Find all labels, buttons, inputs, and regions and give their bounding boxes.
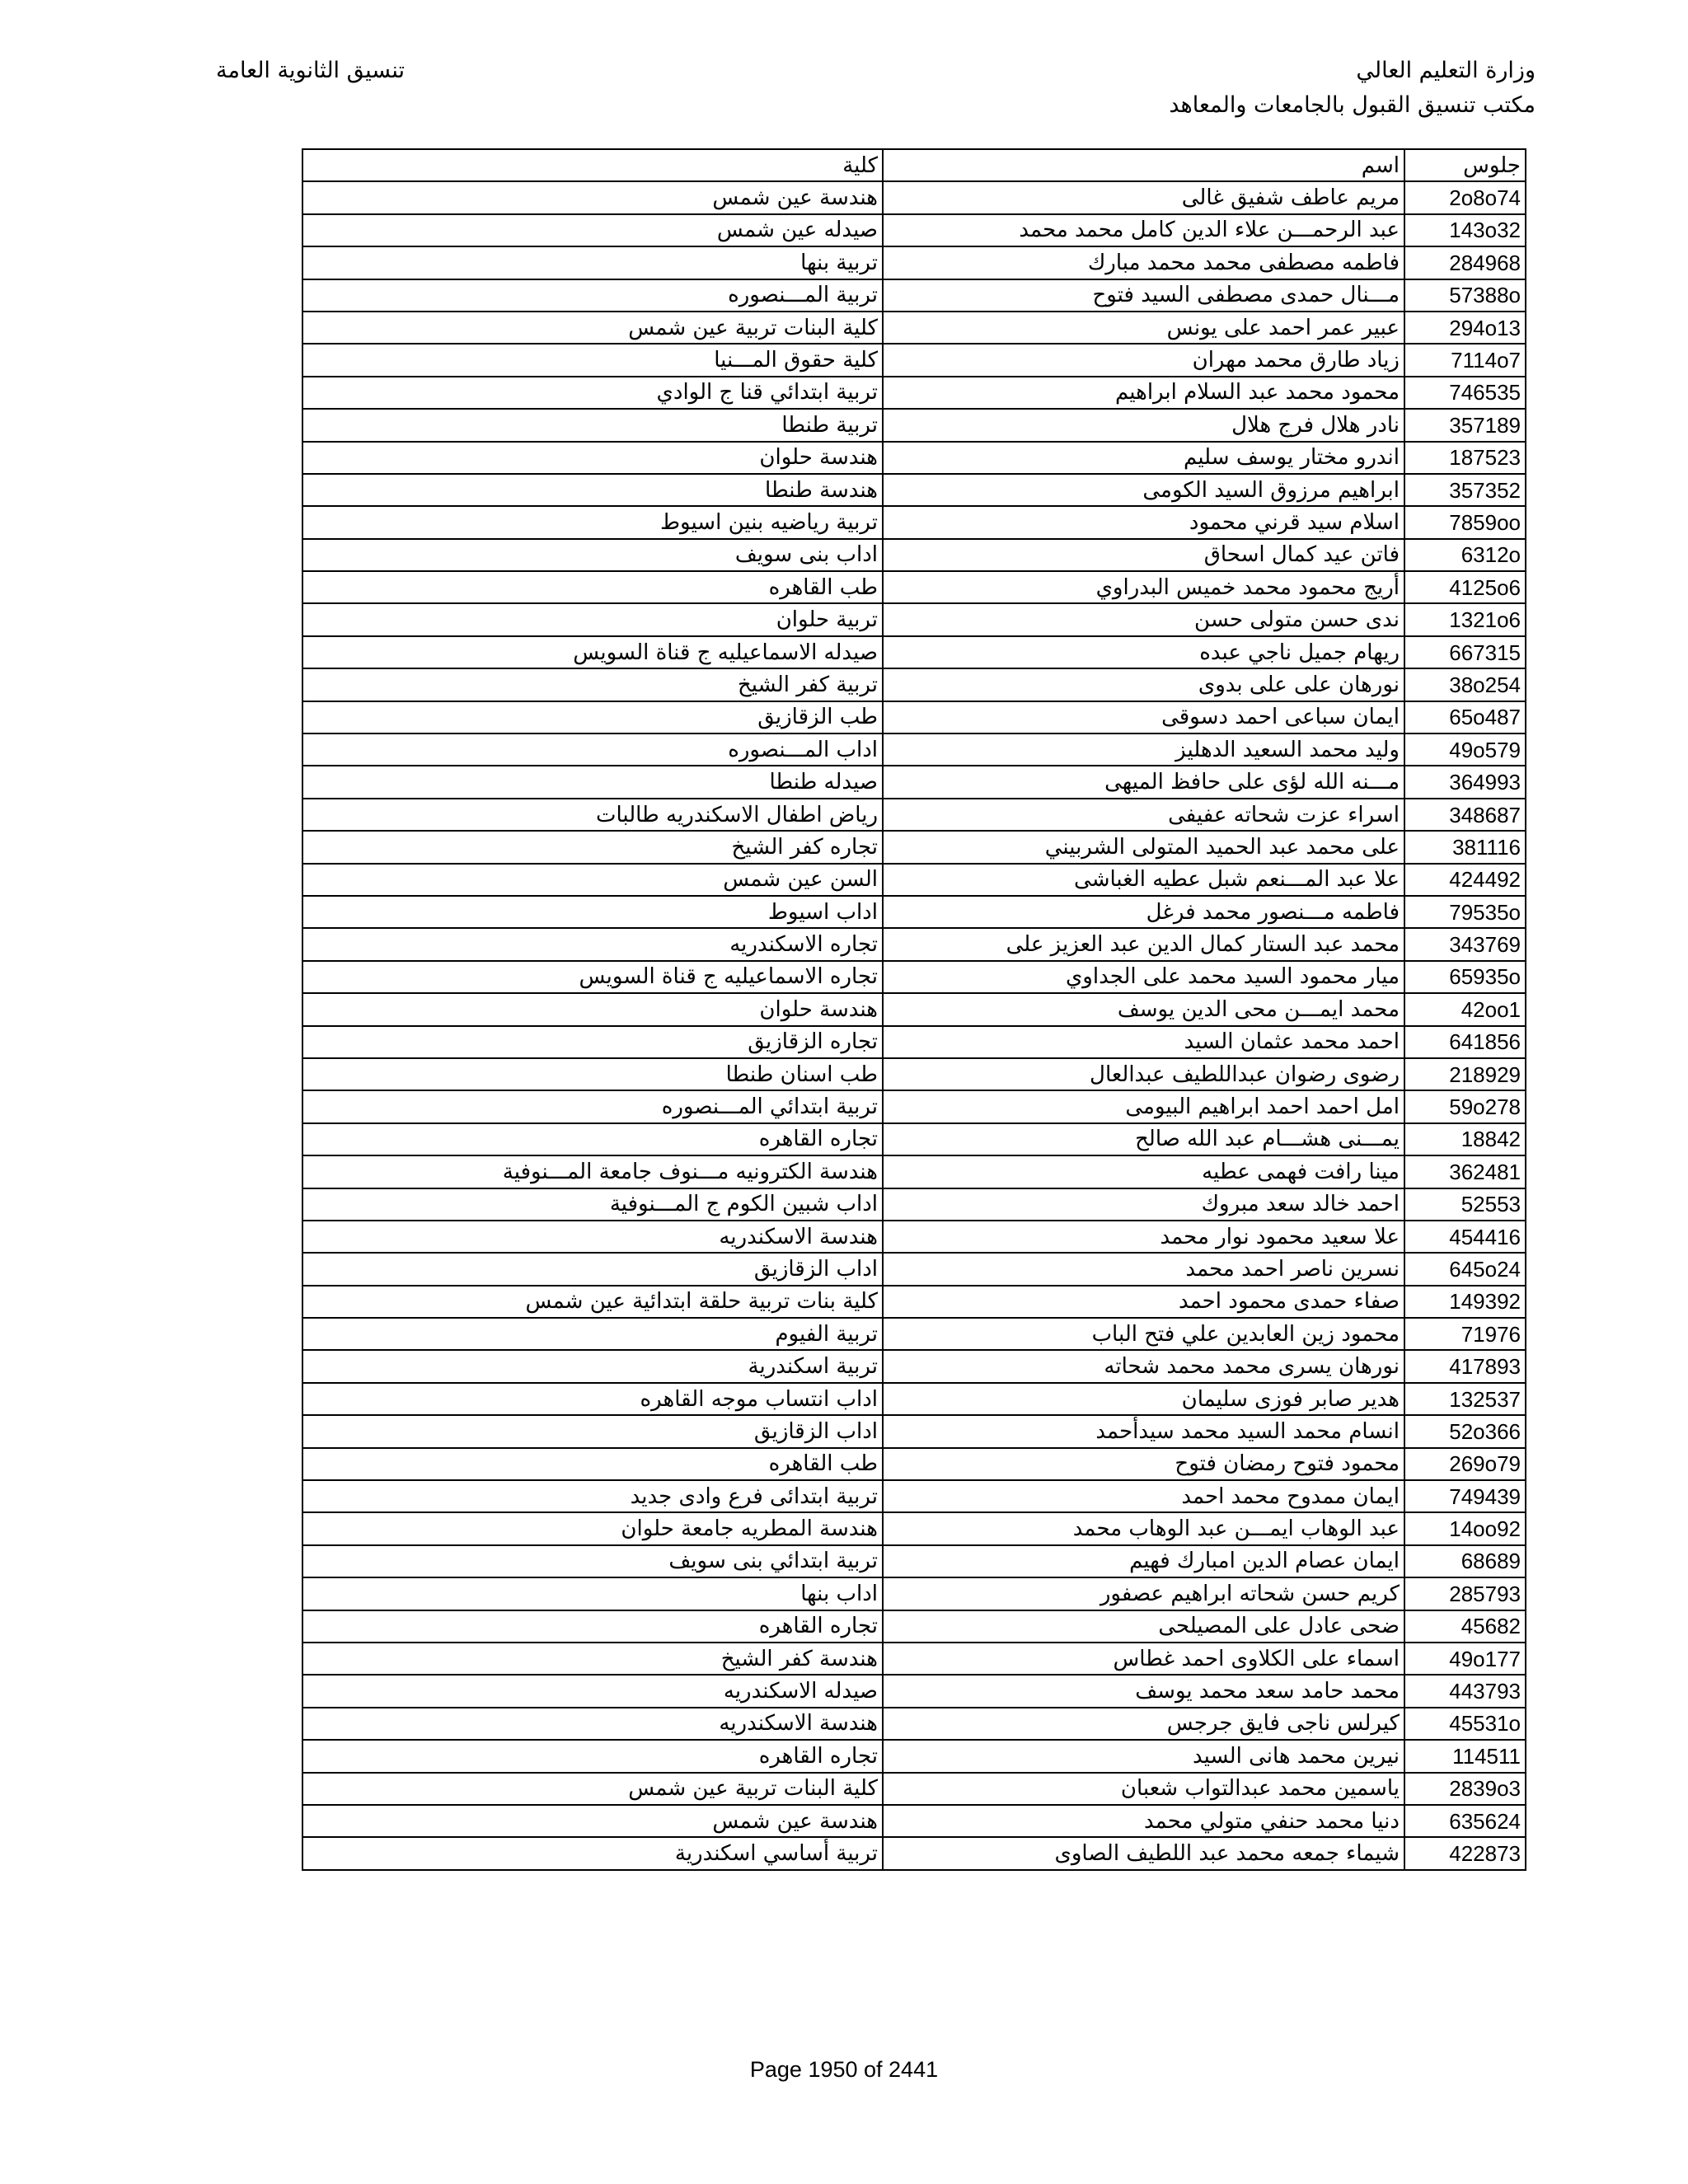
student-name-cell: مينا رافت فهمى عطيه	[883, 1155, 1404, 1188]
seat-number-cell: 65935o	[1404, 961, 1526, 993]
table-row	[302, 636, 1526, 668]
college-cell: صيدله عين شمس	[302, 214, 883, 246]
seat-number-cell: 49o579	[1404, 733, 1526, 766]
student-name-cell: مريم عاطف شفيق غالى	[883, 181, 1404, 213]
table-row	[302, 668, 1526, 701]
table-row	[302, 1805, 1526, 1837]
results-table-body	[302, 149, 1526, 1870]
table-row	[302, 246, 1526, 279]
college-cell: تجاره القاهره	[302, 1123, 883, 1155]
student-name-cell: هدير صابر فوزى سليمان	[883, 1383, 1404, 1415]
college-cell: اداب الزقازيق	[302, 1415, 883, 1447]
seat-column-header: جلوس	[1404, 149, 1526, 181]
college-cell: طب القاهره	[302, 571, 883, 603]
student-name-cell: نسرين ناصر احمد محمد	[883, 1253, 1404, 1285]
college-cell: رياض اطفال الاسكندريه طالبات	[302, 799, 883, 831]
table-row	[302, 896, 1526, 928]
table-row	[302, 831, 1526, 863]
student-name-cell: محمود زين العابدين علي فتح الباب	[883, 1318, 1404, 1350]
college-cell: تربية ابتدائي المـــنصوره	[302, 1090, 883, 1122]
college-cell: تربية اسكندرية	[302, 1350, 883, 1382]
table-row	[302, 1350, 1526, 1382]
college-column-header: كلية	[302, 149, 883, 181]
table-row	[302, 409, 1526, 441]
table-row	[302, 1480, 1526, 1512]
college-cell: اداب بنها	[302, 1577, 883, 1610]
seat-number-cell: 362481	[1404, 1155, 1526, 1188]
table-row	[302, 377, 1526, 409]
seat-number-cell: 2839o3	[1404, 1773, 1526, 1805]
seat-number-cell: 343769	[1404, 928, 1526, 960]
student-name-cell: اسراء عزت شحاته عفيفى	[883, 799, 1404, 831]
table-row	[302, 928, 1526, 960]
table-header-row	[302, 149, 1526, 181]
table-row	[302, 1090, 1526, 1122]
table-row	[302, 733, 1526, 766]
office-title: مكتب تنسيق القبول بالجامعات والمعاهد	[1169, 92, 1536, 118]
college-cell: تربية المـــنصوره	[302, 279, 883, 312]
table-row	[302, 1155, 1526, 1188]
student-name-cell: محمد عبد الستار كمال الدين عبد العزيز على	[883, 928, 1404, 960]
seat-number-cell: 424492	[1404, 864, 1526, 896]
college-cell: هندسة حلوان	[302, 442, 883, 474]
student-name-cell: أريج محمود محمد خميس البدراوي	[883, 571, 1404, 603]
name-column-header: اسم	[883, 149, 1404, 181]
seat-number-cell: 667315	[1404, 636, 1526, 668]
seat-number-cell: 294o13	[1404, 312, 1526, 344]
table-row	[302, 1512, 1526, 1544]
seat-number-cell: 52o366	[1404, 1415, 1526, 1447]
student-name-cell: محمود محمد عبد السلام ابراهيم	[883, 377, 1404, 409]
table-row	[302, 1740, 1526, 1772]
table-row	[302, 1221, 1526, 1253]
college-cell: اداب بنى سويف	[302, 539, 883, 571]
student-name-cell: اسلام سيد قرني محمود	[883, 506, 1404, 538]
college-cell: تجاره الزقازيق	[302, 1026, 883, 1058]
student-name-cell: نيرين محمد هانى السيد	[883, 1740, 1404, 1772]
college-cell: طب الزقازيق	[302, 701, 883, 733]
seat-number-cell: 143o32	[1404, 214, 1526, 246]
seat-number-cell: 746535	[1404, 377, 1526, 409]
student-name-cell: محمود فتوح رمضان فتوح	[883, 1448, 1404, 1480]
college-cell: اداب شبين الكوم ج المـــنوفية	[302, 1188, 883, 1221]
student-name-cell: يمـــنى هشـــام عبد الله صالح	[883, 1123, 1404, 1155]
table-row	[302, 1383, 1526, 1415]
student-name-cell: عبير عمر احمد على يونس	[883, 312, 1404, 344]
seat-number-cell: 285793	[1404, 1577, 1526, 1610]
seat-number-cell: 635624	[1404, 1805, 1526, 1837]
student-name-cell: ميار محمود السيد محمد على الجداوي	[883, 961, 1404, 993]
student-name-cell: دنيا محمد حنفي متولي محمد	[883, 1805, 1404, 1837]
seat-number-cell: 6312o	[1404, 539, 1526, 571]
student-name-cell: عبد الرحمـــن علاء الدين كامل محمد محمد	[883, 214, 1404, 246]
seat-number-cell: 417893	[1404, 1350, 1526, 1382]
college-cell: طب اسنان طنطا	[302, 1058, 883, 1090]
student-name-cell: فاتن عيد كمال اسحاق	[883, 539, 1404, 571]
college-cell: كلية بنات تربية حلقة ابتدائية عين شمس	[302, 1286, 883, 1318]
college-cell: تربية ابتدائي قنا ج الوادي	[302, 377, 883, 409]
college-cell: تجاره الاسكندريه	[302, 928, 883, 960]
table-row	[302, 539, 1526, 571]
table-row	[302, 1026, 1526, 1058]
seat-number-cell: 269o79	[1404, 1448, 1526, 1480]
student-name-cell: احمد محمد عثمان السيد	[883, 1026, 1404, 1058]
seat-number-cell: 149392	[1404, 1286, 1526, 1318]
student-name-cell: اسماء على الكلاوى احمد غطاس	[883, 1643, 1404, 1675]
seat-number-cell: 218929	[1404, 1058, 1526, 1090]
student-name-cell: انسام محمد السيد محمد سيدأحمد	[883, 1415, 1404, 1447]
student-name-cell: شيماء جمعه محمد عبد اللطيف الصاوى	[883, 1837, 1404, 1869]
results-table	[302, 148, 1526, 1871]
college-cell: تربية أساسي اسكندرية	[302, 1837, 883, 1869]
table-row	[302, 1708, 1526, 1740]
table-row	[302, 279, 1526, 312]
college-cell: تجاره كفر الشيخ	[302, 831, 883, 863]
student-name-cell: نورهان يسرى محمد محمد شحاته	[883, 1350, 1404, 1382]
table-row	[302, 864, 1526, 896]
student-name-cell: وليد محمد السعيد الدهليز	[883, 733, 1404, 766]
student-name-cell: ياسمين محمد عبدالتواب شعبان	[883, 1773, 1404, 1805]
seat-number-cell: 42oo1	[1404, 993, 1526, 1025]
seat-number-cell: 114511	[1404, 1740, 1526, 1772]
student-name-cell: ندى حسن متولى حسن	[883, 603, 1404, 635]
seat-number-cell: 4125o6	[1404, 571, 1526, 603]
college-cell: اداب المـــنصوره	[302, 733, 883, 766]
college-cell: تجاره القاهره	[302, 1610, 883, 1643]
college-cell: كلية البنات تربية عين شمس	[302, 1773, 883, 1805]
seat-number-cell: 381116	[1404, 831, 1526, 863]
seat-number-cell: 364993	[1404, 766, 1526, 798]
student-name-cell: ريهام جميل ناجي عبده	[883, 636, 1404, 668]
table-row	[302, 1286, 1526, 1318]
college-cell: اداب انتساب موجه القاهره	[302, 1383, 883, 1415]
table-row	[302, 1188, 1526, 1221]
student-name-cell: عبد الوهاب ايمـــن عبد الوهاب محمد	[883, 1512, 1404, 1544]
seat-number-cell: 2o8o74	[1404, 181, 1526, 213]
college-cell: صيدله الاسكندريه	[302, 1675, 883, 1707]
table-row	[302, 961, 1526, 993]
student-name-cell: زياد طارق محمد مهران	[883, 344, 1404, 376]
seat-number-cell: 68689	[1404, 1545, 1526, 1577]
student-name-cell: صفاء حمدى محمود احمد	[883, 1286, 1404, 1318]
table-row	[302, 1675, 1526, 1707]
table-row	[302, 506, 1526, 538]
table-row	[302, 1643, 1526, 1675]
college-cell: تربية حلوان	[302, 603, 883, 635]
student-name-cell: مـــنال حمدى مصطفى السيد فتوح	[883, 279, 1404, 312]
table-row	[302, 1577, 1526, 1610]
college-cell: هندسة الاسكندريه	[302, 1708, 883, 1740]
student-name-cell: على محمد عبد الحميد المتولى الشربيني	[883, 831, 1404, 863]
seat-number-cell: 641856	[1404, 1026, 1526, 1058]
table-row	[302, 701, 1526, 733]
college-cell: طب القاهره	[302, 1448, 883, 1480]
college-cell: تربية ابتدائي بنى سويف	[302, 1545, 883, 1577]
college-cell: اداب اسيوط	[302, 896, 883, 928]
college-cell: صيدله الاسماعيليه ج قناة السويس	[302, 636, 883, 668]
seat-number-cell: 7114o7	[1404, 344, 1526, 376]
page-number: Page 1950 of 2441	[749, 2057, 939, 2082]
college-cell: هندسة حلوان	[302, 993, 883, 1025]
college-cell: تربية كفر الشيخ	[302, 668, 883, 701]
student-name-cell: نادر هلال فرج هلال	[883, 409, 1404, 441]
college-cell: هندسة طنطا	[302, 474, 883, 506]
college-cell: تربية بنها	[302, 246, 883, 279]
college-cell: صيدله طنطا	[302, 766, 883, 798]
seat-number-cell: 357189	[1404, 409, 1526, 441]
college-cell: تربية الفيوم	[302, 1318, 883, 1350]
seat-number-cell: 14oo92	[1404, 1512, 1526, 1544]
college-cell: كلية حقوق المـــنيا	[302, 344, 883, 376]
table-row	[302, 214, 1526, 246]
table-row	[302, 312, 1526, 344]
table-row	[302, 766, 1526, 798]
student-name-cell: اندرو مختار يوسف سليم	[883, 442, 1404, 474]
student-name-cell: ضحى عادل على المصيلحى	[883, 1610, 1404, 1643]
seat-number-cell: 357352	[1404, 474, 1526, 506]
college-cell: هندسة الكترونيه مـــنوف جامعة المـــنوفية	[302, 1155, 883, 1188]
seat-number-cell: 65o487	[1404, 701, 1526, 733]
student-name-cell: كريم حسن شحاته ابراهيم عصفور	[883, 1577, 1404, 1610]
college-cell: تربية طنطا	[302, 409, 883, 441]
student-name-cell: كيرلس ناجى فايق جرجس	[883, 1708, 1404, 1740]
student-name-cell: محمد حامد سعد محمد يوسف	[883, 1675, 1404, 1707]
college-cell: هندسة عين شمس	[302, 181, 883, 213]
seat-number-cell: 187523	[1404, 442, 1526, 474]
college-cell: هندسة كفر الشيخ	[302, 1643, 883, 1675]
table-row	[302, 1318, 1526, 1350]
coordination-title: تنسيق الثانوية العامة	[216, 58, 406, 83]
seat-number-cell: 443793	[1404, 1675, 1526, 1707]
table-row	[302, 1253, 1526, 1285]
student-name-cell: رضوى رضوان عبداللطيف عبدالعال	[883, 1058, 1404, 1090]
ministry-title: وزارة التعليم العالي	[1356, 58, 1536, 83]
table-row	[302, 344, 1526, 376]
table-row	[302, 1610, 1526, 1643]
table-row	[302, 571, 1526, 603]
seat-number-cell: 79535o	[1404, 896, 1526, 928]
seat-number-cell: 454416	[1404, 1221, 1526, 1253]
seat-number-cell: 45682	[1404, 1610, 1526, 1643]
table-row	[302, 1545, 1526, 1577]
student-name-cell: فاطمه مـــنصور محمد فرغل	[883, 896, 1404, 928]
college-cell: اداب الزقازيق	[302, 1253, 883, 1285]
student-name-cell: ايمان ممدوح محمد احمد	[883, 1480, 1404, 1512]
table-row	[302, 181, 1526, 213]
seat-number-cell: 348687	[1404, 799, 1526, 831]
student-name-cell: نورهان على على بدوى	[883, 668, 1404, 701]
college-cell: تجاره القاهره	[302, 1740, 883, 1772]
seat-number-cell: 132537	[1404, 1383, 1526, 1415]
table-row	[302, 474, 1526, 506]
student-name-cell: ابراهيم مرزوق السيد الكومى	[883, 474, 1404, 506]
seat-number-cell: 422873	[1404, 1837, 1526, 1869]
student-name-cell: محمد ايمـــن محى الدين يوسف	[883, 993, 1404, 1025]
college-cell: كلية البنات تربية عين شمس	[302, 312, 883, 344]
seat-number-cell: 7859oo	[1404, 506, 1526, 538]
student-name-cell: ايمان سباعى احمد دسوقى	[883, 701, 1404, 733]
seat-number-cell: 1321o6	[1404, 603, 1526, 635]
student-name-cell: فاطمه مصطفى محمد محمد مبارك	[883, 246, 1404, 279]
seat-number-cell: 18842	[1404, 1123, 1526, 1155]
table-row	[302, 442, 1526, 474]
table-row	[302, 1123, 1526, 1155]
seat-number-cell: 71976	[1404, 1318, 1526, 1350]
seat-number-cell: 59o278	[1404, 1090, 1526, 1122]
student-name-cell: امل احمد احمد ابراهيم البيومى	[883, 1090, 1404, 1122]
table-row	[302, 1773, 1526, 1805]
college-cell: تربية ابتدائى فرع وادى جديد	[302, 1480, 883, 1512]
seat-number-cell: 45531o	[1404, 1708, 1526, 1740]
college-cell: هندسة المطريه جامعة حلوان	[302, 1512, 883, 1544]
table-row	[302, 993, 1526, 1025]
student-name-cell: ايمان عصام الدين امبارك فهيم	[883, 1545, 1404, 1577]
college-cell: هندسة عين شمس	[302, 1805, 883, 1837]
seat-number-cell: 284968	[1404, 246, 1526, 279]
seat-number-cell: 749439	[1404, 1480, 1526, 1512]
table-row	[302, 799, 1526, 831]
college-cell: هندسة الاسكندريه	[302, 1221, 883, 1253]
table-row	[302, 603, 1526, 635]
seat-number-cell: 57388o	[1404, 279, 1526, 312]
college-cell: تجاره الاسماعيليه ج قناة السويس	[302, 961, 883, 993]
seat-number-cell: 645o24	[1404, 1253, 1526, 1285]
table-row	[302, 1448, 1526, 1480]
college-cell: السن عين شمس	[302, 864, 883, 896]
student-name-cell: علا عبد المـــنعم شبل عطيه الغباشى	[883, 864, 1404, 896]
table-row	[302, 1058, 1526, 1090]
table-row	[302, 1837, 1526, 1869]
table-row	[302, 1415, 1526, 1447]
student-name-cell: احمد خالد سعد مبروك	[883, 1188, 1404, 1221]
seat-number-cell: 49o177	[1404, 1643, 1526, 1675]
student-name-cell: مـــنه الله لؤى على حافظ الميهى	[883, 766, 1404, 798]
seat-number-cell: 38o254	[1404, 668, 1526, 701]
college-cell: تربية رياضيه بنين اسيوط	[302, 506, 883, 538]
seat-number-cell: 52553	[1404, 1188, 1526, 1221]
student-name-cell: علا سعيد محمود نوار محمد	[883, 1221, 1404, 1253]
